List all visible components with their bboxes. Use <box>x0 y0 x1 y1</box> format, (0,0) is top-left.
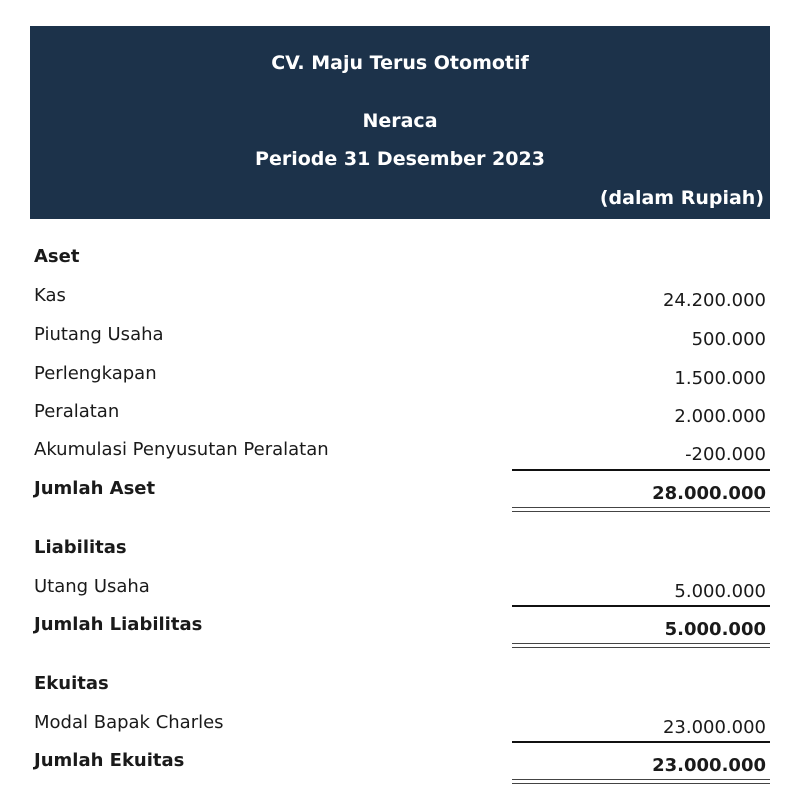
total-double-rule <box>512 507 770 512</box>
subtotal-rule <box>512 741 770 743</box>
section-heading-label: Ekuitas <box>34 673 109 694</box>
total-label: Jumlah Ekuitas <box>34 750 185 771</box>
total-value: 23.000.000 <box>652 755 766 776</box>
subtotal-rule <box>512 469 770 471</box>
line-item-akumulasi-penyusutan <box>34 439 766 469</box>
total-row-ekuitas <box>34 750 766 780</box>
line-item-piutang-usaha <box>34 324 766 354</box>
line-item-label: Peralatan <box>34 401 120 422</box>
total-row-liabilitas <box>34 614 766 644</box>
line-item-kas <box>34 285 766 315</box>
currency-unit: (dalam Rupiah) <box>599 187 764 209</box>
line-item-label: Kas <box>34 285 66 306</box>
section-heading-aset <box>34 246 766 276</box>
line-item-value: -200.000 <box>685 444 766 465</box>
total-label: Jumlah Aset <box>34 478 156 499</box>
line-item-value: 5.000.000 <box>674 581 766 602</box>
line-item-value: 500.000 <box>691 329 766 350</box>
line-item-label: Piutang Usaha <box>34 324 164 345</box>
section-heading-label: Aset <box>34 246 80 267</box>
line-item-value: 2.000.000 <box>674 406 766 427</box>
total-double-rule <box>512 643 770 648</box>
section-heading-label: Liabilitas <box>34 537 127 558</box>
company-name: CV. Maju Terus Otomotif <box>271 52 529 74</box>
line-item-label: Perlengkapan <box>34 363 157 384</box>
line-item-label: Akumulasi Penyusutan Peralatan <box>34 439 329 460</box>
line-item-peralatan <box>34 401 766 431</box>
line-item-value: 23.000.000 <box>662 717 766 738</box>
total-double-rule <box>512 779 770 784</box>
section-heading-ekuitas <box>34 673 766 703</box>
report-header <box>30 26 770 219</box>
line-item-perlengkapan <box>34 363 766 393</box>
section-heading-liabilitas <box>34 537 766 567</box>
total-value: 5.000.000 <box>664 619 766 640</box>
total-row-aset <box>34 478 766 508</box>
report-title: Neraca <box>362 110 438 132</box>
line-item-utang-usaha <box>34 576 766 606</box>
line-item-value: 24.200.000 <box>662 290 766 311</box>
report-period: Periode 31 Desember 2023 <box>255 148 545 170</box>
line-item-label: Utang Usaha <box>34 576 150 597</box>
total-label: Jumlah Liabilitas <box>34 614 203 635</box>
subtotal-rule <box>512 605 770 607</box>
line-item-modal <box>34 712 766 742</box>
total-value: 28.000.000 <box>652 483 766 504</box>
line-item-value: 1.500.000 <box>674 368 766 389</box>
line-item-label: Modal Bapak Charles <box>34 712 224 733</box>
